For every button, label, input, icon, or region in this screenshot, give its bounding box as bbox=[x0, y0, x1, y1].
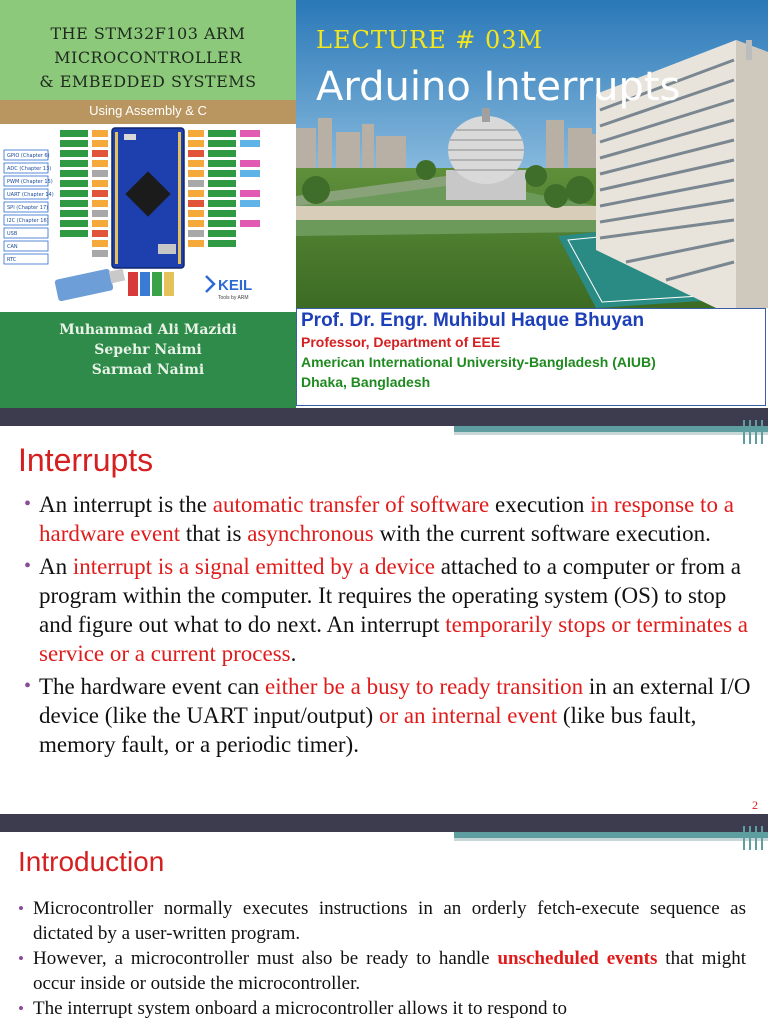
slide-separator-stripes bbox=[740, 826, 768, 850]
text-run: The interrupt system onboard a microcontroller allows it to respond to bbox=[33, 998, 567, 1019]
diagram-label: PWM (Chapter 15) bbox=[7, 179, 53, 185]
keil-logo bbox=[206, 276, 252, 301]
lecture-title: Arduino Interrupts bbox=[316, 64, 681, 110]
highlighted-text: in response to a hardware event bbox=[39, 492, 734, 546]
slide-heading: Introduction bbox=[18, 846, 165, 877]
presenter-name: Prof. Dr. Engr. Muhibul Haque Bhuyan bbox=[301, 310, 645, 331]
slide-separator-accent bbox=[454, 432, 768, 435]
book-title-line: & EMBEDDED SYSTEMS bbox=[39, 72, 257, 91]
bullet-item bbox=[18, 896, 746, 946]
presenter-city: Dhaka, Bangladesh bbox=[301, 374, 431, 390]
text-run: that might occur inside or outside the microcontroller. bbox=[33, 948, 747, 994]
bullet-icon: • bbox=[24, 493, 32, 515]
diagram-label: I2C (Chapter 16) bbox=[7, 218, 49, 224]
bullet-item bbox=[24, 552, 754, 668]
book-author: Muhammad Ali Mazidi bbox=[59, 322, 237, 338]
diagram-label: GPIO (Chapter 6) bbox=[7, 153, 50, 159]
book-title-line: THE STM32F103 ARM bbox=[50, 24, 246, 43]
bullet-icon: • bbox=[18, 999, 24, 1018]
diagram-label: SPI (Chapter 17) bbox=[7, 205, 49, 211]
bullet-list bbox=[24, 490, 754, 763]
bullet-icon: • bbox=[24, 675, 32, 697]
bullet-text bbox=[39, 674, 750, 757]
text-run: An interrupt is the bbox=[39, 492, 213, 517]
bullet-text bbox=[39, 492, 734, 546]
diagram-label: USB bbox=[7, 231, 18, 237]
slide-separator-stripes bbox=[740, 420, 768, 444]
slide-separator bbox=[0, 814, 768, 832]
text-run: execution bbox=[489, 492, 591, 517]
diagram-label: UART (Chapter 14) bbox=[7, 192, 54, 198]
board-pinout-illustration bbox=[0, 124, 296, 312]
text-run: that is bbox=[180, 521, 248, 546]
highlighted-text: automatic transfer of software bbox=[212, 492, 490, 517]
title-slide bbox=[0, 0, 768, 408]
book-title bbox=[0, 22, 296, 94]
text-run: in an external I/O device (like the UART input/output) bbox=[39, 674, 751, 728]
highlighted-text: interrupt is a signal emitted by a device bbox=[72, 554, 436, 579]
bullet-text bbox=[33, 898, 746, 944]
diagram-label: RTC bbox=[7, 257, 17, 263]
bullet-text bbox=[33, 998, 567, 1019]
bullet-item bbox=[24, 672, 754, 759]
bullet-item bbox=[18, 996, 746, 1021]
book-title-line: MICROCONTROLLER bbox=[54, 48, 242, 67]
text-run: (like bus fault, memory fault, or a periodic timer). bbox=[39, 703, 697, 757]
board-pinout-diagram bbox=[0, 124, 296, 312]
usb-programmer-icon bbox=[54, 268, 174, 301]
bullet-list bbox=[18, 896, 746, 1021]
bullet-text bbox=[33, 948, 746, 994]
diagram-label: CAN bbox=[7, 244, 18, 250]
bullet-icon: • bbox=[24, 555, 32, 577]
book-subtitle: Using Assembly & C bbox=[89, 103, 207, 118]
text-run: . bbox=[290, 641, 297, 666]
presenter-title: Professor, Department of EEE bbox=[301, 334, 501, 350]
highlighted-text: or an internal event bbox=[378, 703, 558, 728]
slide-heading: Interrupts bbox=[18, 442, 154, 478]
highlighted-text: asynchronous bbox=[247, 521, 374, 546]
book-author: Sepehr Naimi bbox=[94, 342, 202, 358]
highlighted-text: unscheduled events bbox=[497, 948, 658, 969]
text-run: attached to a computer or from a program within the computer. It requires the operating system (OS) to stop and figure out what to do next. An interrupt bbox=[39, 554, 741, 637]
text-run: However, a microcontroller must also be ready to handle bbox=[33, 948, 498, 969]
presenter-university: American International University-Bangladesh (AIUB) bbox=[301, 354, 656, 370]
text-run: with the current software execution. bbox=[373, 521, 711, 546]
page-number: 2 bbox=[752, 798, 758, 812]
slide-separator-accent bbox=[454, 838, 768, 841]
diagram-label: ADC (Chapter 13) bbox=[7, 166, 52, 172]
slide-separator bbox=[0, 408, 768, 426]
bullet-text bbox=[39, 554, 748, 666]
bullet-item bbox=[18, 946, 746, 996]
keil-logo-subtext: Tools by ARM bbox=[218, 295, 249, 301]
bullet-item bbox=[24, 490, 754, 548]
text-run: Microcontroller normally executes instructions in an orderly fetch-execute sequence as dictated by a user-written program. bbox=[33, 898, 746, 944]
bullet-icon: • bbox=[18, 899, 24, 918]
book-author: Sarmad Naimi bbox=[91, 362, 205, 378]
highlighted-text: temporarily stops or terminates a service or a current process bbox=[39, 612, 749, 666]
bullet-icon: • bbox=[18, 949, 24, 968]
book-cover bbox=[0, 0, 296, 408]
book-authors bbox=[0, 320, 296, 380]
text-run: An bbox=[39, 554, 73, 579]
text-run: The hardware event can bbox=[39, 674, 266, 699]
lecture-number: LECTURE # 03M bbox=[316, 26, 544, 54]
highlighted-text: either be a busy to ready transition bbox=[265, 674, 584, 699]
keil-logo-text: KEIL bbox=[218, 277, 253, 294]
